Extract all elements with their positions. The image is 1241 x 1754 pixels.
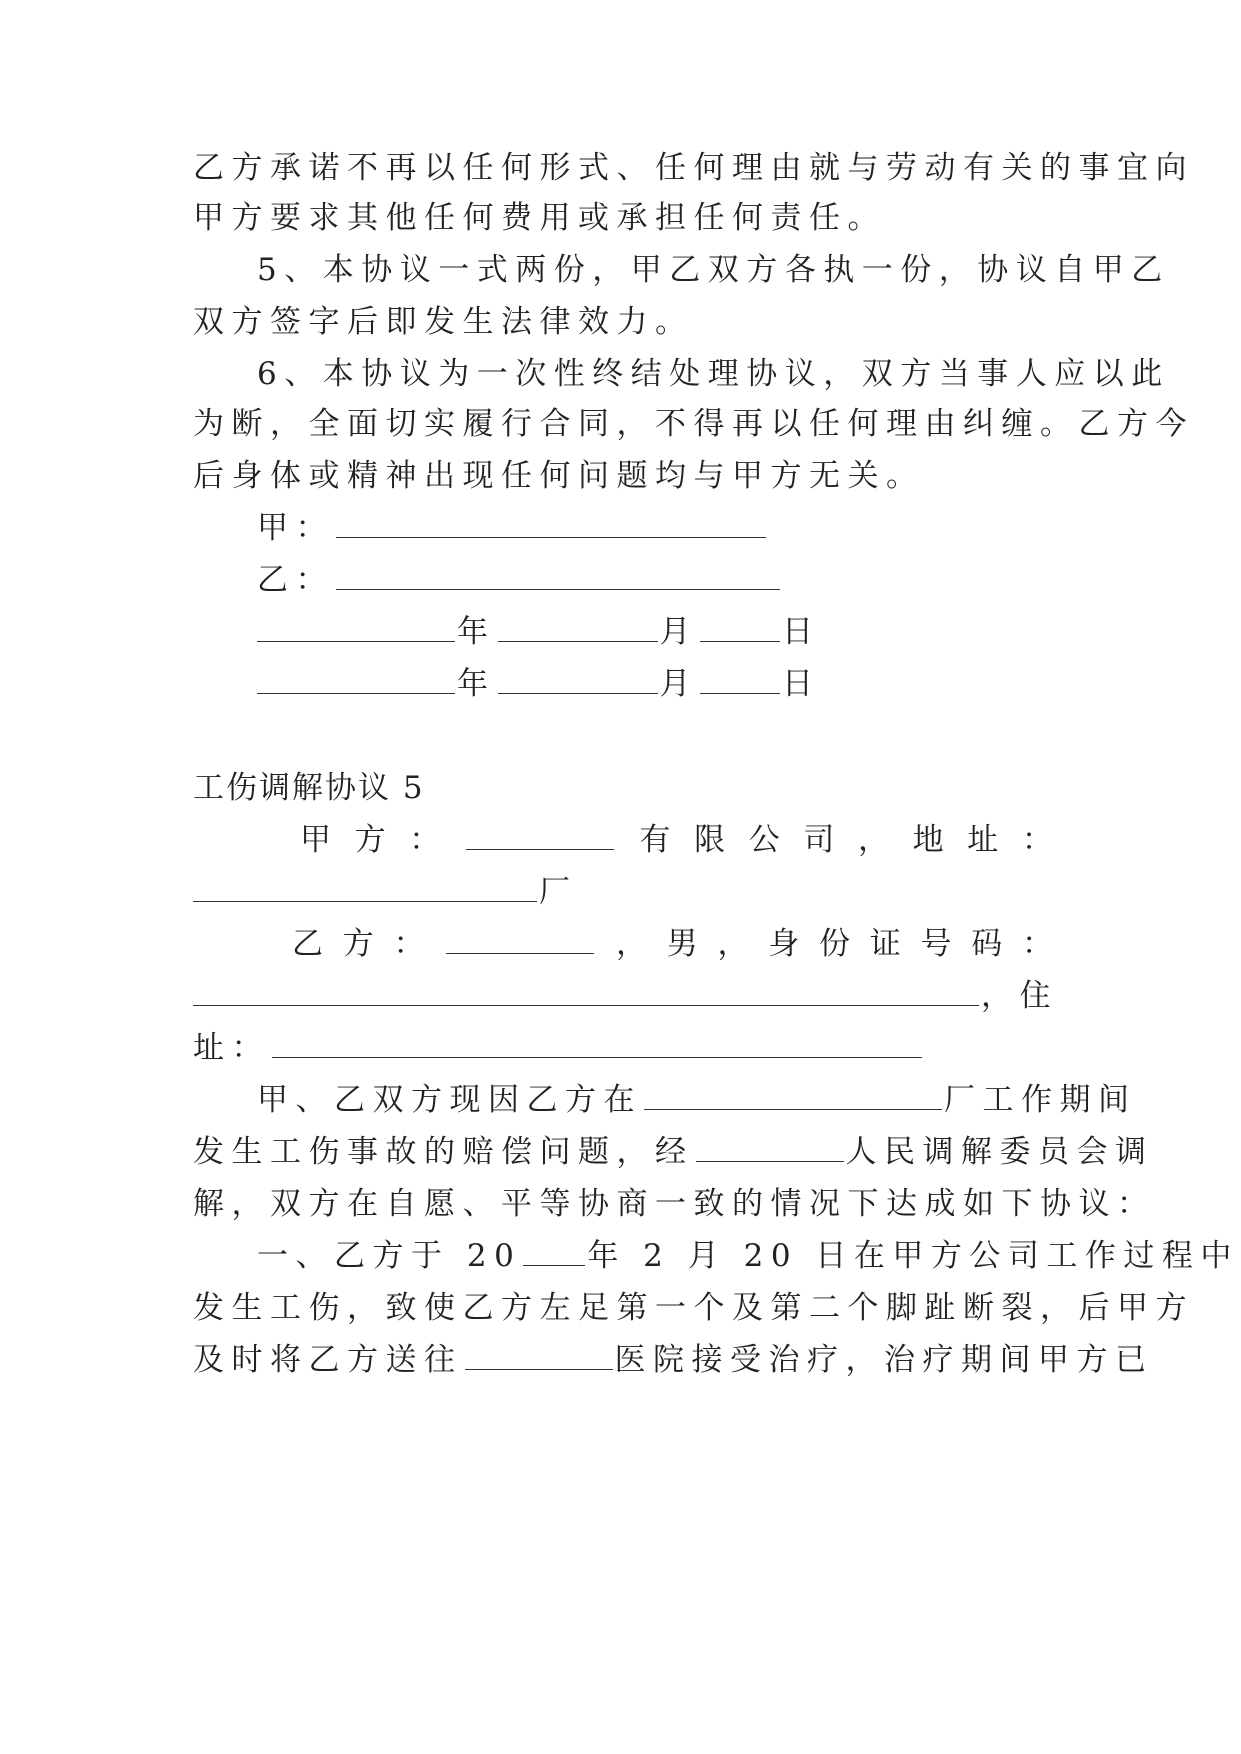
party-b-char: ： — [1022, 926, 1053, 962]
party-a-char: 方 — [354, 822, 386, 858]
text-segment: 人民调解委员会调 — [845, 1134, 1154, 1170]
year-blank[interactable] — [257, 640, 455, 642]
clause-5-line: 双方签字后即发生法律效力。 — [193, 304, 694, 340]
party-b-char: 方 — [342, 926, 374, 962]
party-a-info — [300, 820, 1053, 860]
text-segment: 医院接受治疗，治疗期间甲方已 — [614, 1342, 1154, 1378]
signature-label: 乙： — [257, 562, 334, 598]
clause-6-line: 后身体或精神出现任何问题均与甲方无关。 — [193, 458, 925, 494]
party-b-info — [292, 924, 1053, 964]
day-blank[interactable] — [700, 640, 780, 642]
signature-party-a — [257, 508, 768, 548]
party-a-char: 司 — [803, 822, 835, 858]
clause-1-line — [193, 1340, 1154, 1380]
text-segment: 及时将乙方送往 — [193, 1342, 463, 1378]
year-suffix-blank[interactable] — [523, 1264, 585, 1266]
party-a-char: 甲 — [300, 822, 331, 858]
party-a-char: 有 — [639, 822, 671, 858]
month-label: 月 — [659, 666, 698, 702]
party-b-char: ， — [717, 926, 749, 962]
party-a-char: ， — [858, 822, 889, 858]
clause-6-line: 为断，全面切实履行合同，不得再以任何理由纠缠。乙方今 — [193, 406, 1194, 442]
party-b-char: 证 — [869, 926, 901, 962]
paragraph-line: 甲方要求其他任何费用或承担任何责任。 — [193, 200, 886, 236]
address-line — [193, 1028, 924, 1068]
address-label: 址： — [193, 1030, 270, 1066]
date-line — [257, 612, 821, 652]
intro-line: 解，双方在自愿、平等协商一致的情况下达成如下协议： — [193, 1186, 1156, 1222]
company-address-blank[interactable] — [193, 900, 537, 902]
section-title: 工伤调解协议 5 — [193, 770, 425, 806]
party-b-name-blank[interactable] — [446, 952, 594, 954]
year-blank[interactable] — [257, 692, 455, 694]
signature-blank[interactable] — [336, 536, 766, 538]
signature-label: 甲： — [257, 510, 334, 546]
id-number-line — [193, 976, 1058, 1016]
id-number-blank[interactable] — [193, 1004, 979, 1006]
party-b-char: 男 — [666, 926, 698, 962]
text-segment: 厂工作期间 — [944, 1082, 1137, 1118]
text-segment: 年 2 月 20 日在甲方公司工作过程中 — [587, 1238, 1239, 1274]
paragraph-line: 乙方承诺不再以任何形式、任何理由就与劳动有关的事宜向 — [193, 150, 1194, 186]
day-label: 日 — [782, 666, 821, 702]
party-b-char: 号 — [920, 926, 952, 962]
clause-1-line: 发生工伤，致使乙方左足第一个及第二个脚趾断裂，后甲方 — [193, 1290, 1194, 1326]
clause-1-line — [257, 1236, 1239, 1276]
day-blank[interactable] — [700, 692, 780, 694]
intro-line — [193, 1132, 1154, 1172]
company-address-line — [193, 872, 578, 912]
month-blank[interactable] — [498, 640, 658, 642]
text-segment: 发生工伤事故的赔偿问题，经 — [193, 1134, 694, 1170]
factory-blank[interactable] — [644, 1108, 942, 1110]
party-a-char: 址 — [967, 822, 999, 858]
residence-label: ，住 — [981, 978, 1058, 1014]
intro-line — [257, 1080, 1137, 1120]
party-b-char: 码 — [971, 926, 1003, 962]
party-a-char: 限 — [694, 822, 726, 858]
month-label: 月 — [659, 614, 698, 650]
clause-6-line: 6、本协议为一次性终结处理协议，双方当事人应以此 — [257, 356, 1170, 392]
signature-blank[interactable] — [336, 588, 780, 590]
committee-blank[interactable] — [696, 1160, 844, 1162]
month-blank[interactable] — [498, 692, 658, 694]
hospital-blank[interactable] — [465, 1368, 613, 1370]
party-b-char: 身 — [768, 926, 800, 962]
signature-party-b — [257, 560, 782, 600]
party-a-char: 地 — [912, 822, 944, 858]
year-label: 年 — [457, 666, 496, 702]
day-label: 日 — [782, 614, 821, 650]
date-line — [257, 664, 821, 704]
address-blank[interactable] — [272, 1056, 922, 1058]
party-b-char: ： — [393, 926, 425, 962]
year-label: 年 — [457, 614, 496, 650]
text-segment: 一、乙方于 20 — [257, 1238, 522, 1274]
party-b-char: 份 — [819, 926, 850, 962]
party-a-char: ： — [409, 822, 441, 858]
party-b-char: 乙 — [292, 926, 323, 962]
party-a-char: 公 — [748, 822, 780, 858]
party-a-char: ： — [1021, 822, 1053, 858]
text-segment: 甲、乙双方现因乙方在 — [257, 1082, 642, 1118]
clause-5-line: 5、本协议一式两份，甲乙双方各执一份，协议自甲乙 — [257, 252, 1170, 288]
party-b-char: ， — [616, 926, 647, 962]
company-name-blank[interactable] — [466, 848, 614, 850]
factory-suffix: 厂 — [539, 874, 578, 910]
